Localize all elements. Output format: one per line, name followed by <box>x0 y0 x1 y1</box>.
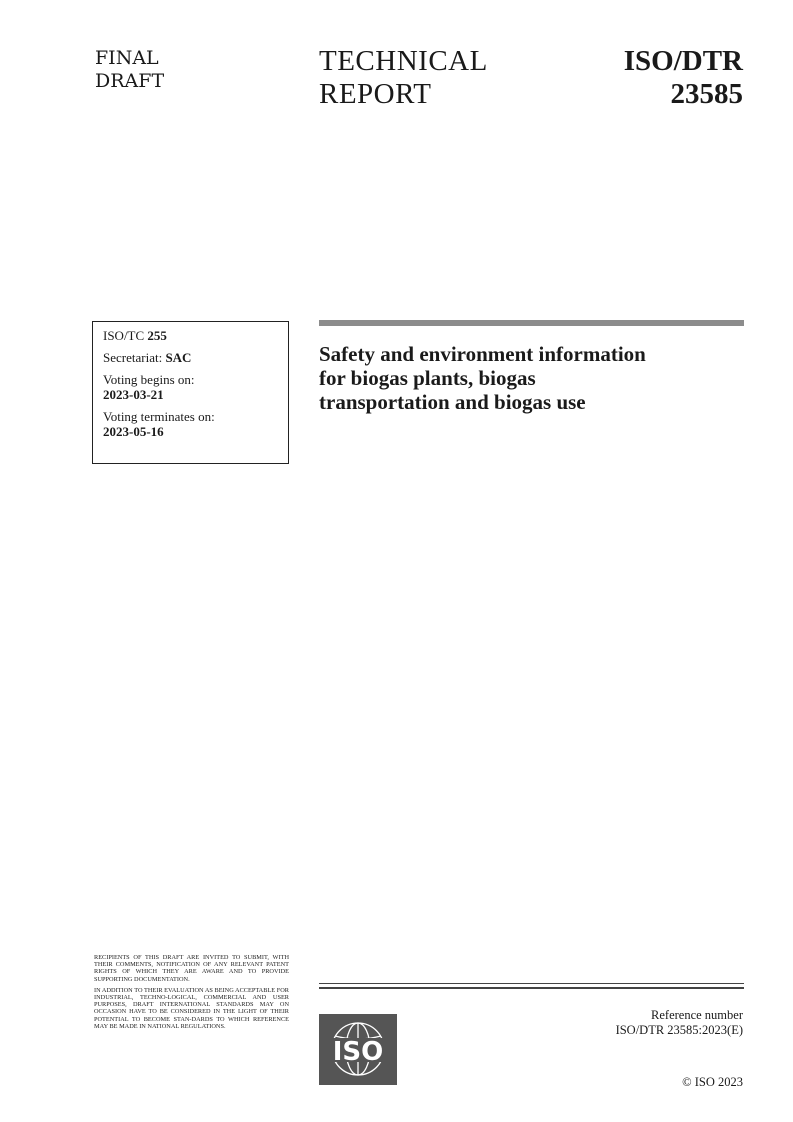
notice-paragraph-2: IN ADDITION TO THEIR EVALUATION AS BEING ACCEPTABLE FOR INDUSTRIAL, TECHNO-LOGICAL, COMMERCIAL AND USER PURPOSES, DRAFT INTERNATIONAL STANDARDS MAY ON OCCASION HAVE TO BE CONSIDERED IN THE LIGHT OF THEIR POTENTIAL TO BECOME STAN-DARDS TO WHICH REFERENCE MAY BE MADE IN NATIONAL REGULATIONS. <box>94 986 289 1030</box>
voting-begins-label: Voting begins on: <box>103 372 195 387</box>
stage-line-2: DRAFT <box>95 70 165 92</box>
secretariat-value: SAC <box>165 350 192 365</box>
document-title <box>319 342 749 414</box>
voting-terminates-row <box>103 409 288 439</box>
voting-terminates-label: Voting terminates on: <box>103 409 215 424</box>
reference-value: ISO/DTR 23585:2023(E) <box>615 1023 743 1037</box>
secretariat-row <box>103 350 288 365</box>
title-line-2: for biogas plants, biogas <box>319 366 536 390</box>
title-line-1: Safety and environment information <box>319 342 646 366</box>
voting-begins-row <box>103 372 288 402</box>
document-type <box>319 45 539 111</box>
copyright-notice: © ISO 2023 <box>682 1075 743 1089</box>
title-line-3: transportation and biogas use <box>319 390 586 414</box>
doctype-line-2: REPORT <box>319 78 432 110</box>
secretariat-label: Secretariat: <box>103 350 163 365</box>
voting-begins-date: 2023-03-21 <box>103 387 164 402</box>
committee-row <box>103 328 288 343</box>
reference-block <box>523 1008 743 1038</box>
voting-terminates-date: 2023-05-16 <box>103 424 164 439</box>
committee-prefix: ISO/TC <box>103 328 145 343</box>
stage-line-1: FINAL <box>95 47 159 69</box>
document-stage <box>95 47 245 93</box>
draft-notice <box>94 954 289 1034</box>
notice-paragraph-1: RECIPIENTS OF THIS DRAFT ARE INVITED TO SUBMIT, WITH THEIR COMMENTS, NOTIFICATION OF ANY RELEVANT PATENT RIGHTS OF WHICH THEY ARE AWARE AND TO PROVIDE SUPPORTING DOCUMENTATION. <box>94 954 289 983</box>
iso-logo <box>319 1014 397 1085</box>
docnum-line-2: 23585 <box>670 78 743 110</box>
doctype-line-1: TECHNICAL <box>319 45 488 77</box>
title-top-rule <box>319 320 744 326</box>
footer-double-rule <box>319 983 744 989</box>
document-number <box>523 45 743 111</box>
reference-label: Reference number <box>651 1008 743 1022</box>
committee-info-box <box>92 321 289 464</box>
iso-globe-icon <box>319 1014 397 1085</box>
docnum-line-1: ISO/DTR <box>623 45 743 77</box>
committee-number: 255 <box>147 328 167 343</box>
iso-logo-text: ISO <box>332 1037 384 1067</box>
